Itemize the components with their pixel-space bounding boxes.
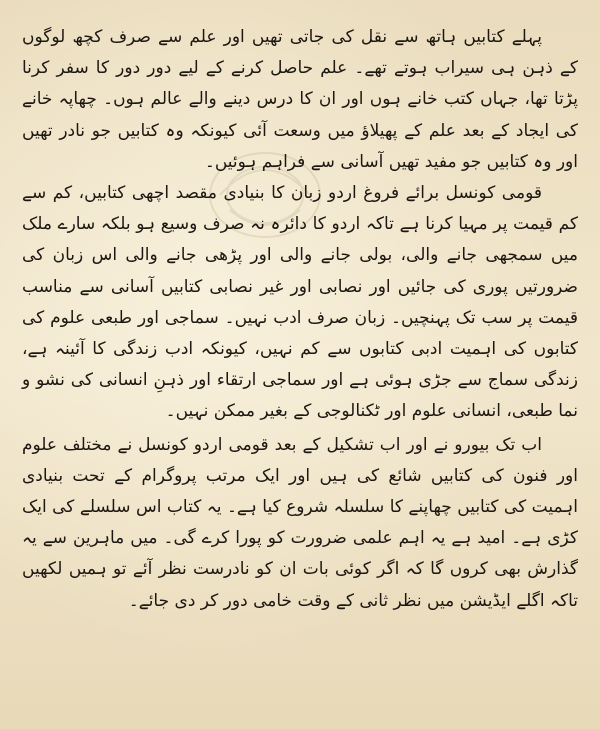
text-body xyxy=(22,22,578,617)
paragraph-council-purpose: قومی کونسل برائے فروغ اردو زبان کا بنیادی مقصد اچھی کتابیں، کم سے کم قیمت پر مہیا کرنا ہے تاکہ اردو کا دائرہ نہ صرف وسیع ہو بلکہ سارے ملک میں سمجھی جانے والی، بولی جانے والی اور پڑھی جانے والی اس زبان کی ضرورتیں پوری کی جائیں اور نصابی اور غیر نصابی کتابیں آسانی سے مناسب قیمت پر سب تک پہنچیں۔ زبان صرف ادب نہیں۔ سماجی اور طبعی علوم کی کتابوں کی اہمیت ادبی کتابوں سے کم نہیں، کیونکہ ادب زندگی کا آئینہ ہے، زندگی سماج سے جڑی ہوئی ہے اور سماجی ارتقاء اور ذہنِ انسانی کی نشو و نما طبعی، انسانی علوم اور ٹکنالوجی کے بغیر ممکن نہیں۔ xyxy=(22,183,578,422)
paragraph-history-of-books: پہلے کتابیں ہاتھ سے نقل کی جاتی تھیں اور علم سے صرف کچھ لوگوں کے ذہن ہی سیراب ہوتے تھے۔ علم حاصل کرنے کے لیے دور دور کا سفر کرنا پڑتا تھا، جہاں کتب خانے ہوں اور ان کا درس دینے والے عالم ہوں۔ چھاپہ خانے کی ایجاد کے بعد علم کے پھیلاؤ میں وسعت آئی کیونکہ وہ کتابیں جو نادر تھیں اور وہ کتابیں جو مفید تھیں آسانی سے فراہم ہوئیں۔ xyxy=(22,27,578,172)
paragraph-publication-program: اب تک بیورو نے اور اب تشکیل کے بعد قومی اردو کونسل نے مختلف علوم اور فنون کی کتابیں شائع کی ہیں اور ایک مرتب پروگرام کے تحت بنیادی اہمیت کی کتابیں چھاپنے کا سلسلہ شروع کیا ہے۔ یہ کتاب اس سلسلے کی ایک کڑی ہے۔ امید ہے یہ اہم علمی ضرورت کو پورا کرے گی۔ میں ماہرین سے یہ گذارش بھی کروں گا کہ اگر کوئی بات ان کو نادرست نظر آئے تو ہمیں لکھیں تاکہ اگلے ایڈیشن میں نظر ثانی کے وقت خامی دور کر دی جائے۔ xyxy=(22,434,578,611)
